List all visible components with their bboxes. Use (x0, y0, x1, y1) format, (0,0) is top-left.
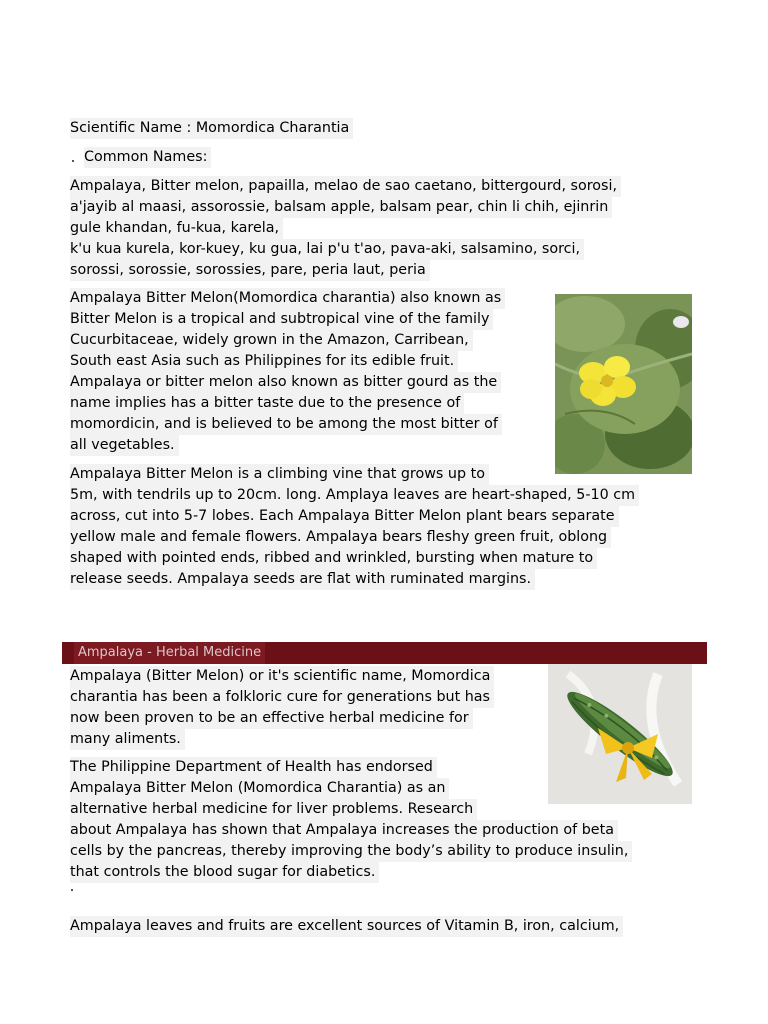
text-line: The Philippine Department of Health has endorsed (70, 757, 437, 778)
common-names-label: Common Names: (84, 147, 211, 168)
text-line: Ampalaya or bitter melon also known as bitter gourd as the (70, 372, 501, 393)
text-line: Ampalaya Bitter Melon (Momordica Charantia) as an (70, 778, 449, 799)
text-line: Ampalaya leaves and fruits are excellent sources of Vitamin B, iron, calcium, (70, 916, 623, 937)
section-heading-what-is-ampalaya: What is Ampalaya (70, 88, 210, 110)
text-line: all vegetables. (70, 435, 179, 456)
text-line: Ampalaya (Bitter Melon) or it's scientific name, Momordica (70, 666, 494, 687)
text-line: cells by the pancreas, thereby improving the body’s ability to produce insulin, (70, 841, 632, 862)
common-names-line: sorossi, sorossie, sorossies, pare, peria laut, peria (70, 260, 430, 281)
yellow-flower-photo (555, 294, 692, 474)
common-names-list (70, 176, 621, 281)
text-line: release seeds. Ampalaya seeds are flat with ruminated margins. (70, 569, 535, 590)
bullet-dot (71, 889, 73, 891)
paragraph-doh-endorsement (70, 757, 632, 883)
text-line: yellow male and female flowers. Ampalaya bears fleshy green fruit, oblong (70, 527, 611, 548)
text-line: that controls the blood sugar for diabetics. (70, 862, 379, 883)
text-line: many aliments. (70, 729, 185, 750)
text-line: Ampalaya Bitter Melon is a climbing vine that grows up to (70, 464, 489, 485)
text-line: charantia has been a folkloric cure for generations but has (70, 687, 494, 708)
common-names-line: a'jayib al maasi, assorossie, balsam apple, balsam pear, chin li chih, ejinrin (70, 197, 612, 218)
text-line: alternative herbal medicine for liver problems. Research (70, 799, 477, 820)
text-line: across, cut into 5-7 lobes. Each Ampalaya Bitter Melon plant bears separate (70, 506, 619, 527)
text-line: 5m, with tendrils up to 20cm. long. Amplaya leaves are heart-shaped, 5-10 cm (70, 485, 639, 506)
common-names-line: gule khandan, fu-kua, karela, (70, 218, 283, 239)
paragraph-plant-description (70, 464, 639, 590)
paragraph-herbal-intro (70, 666, 494, 750)
text-line: Bitter Melon is a tropical and subtropical vine of the family (70, 309, 493, 330)
text-line: Ampalaya Bitter Melon(Momordica charantia) also known as (70, 288, 505, 309)
bullet-dot (72, 160, 74, 162)
section-banner-herbal-medicine (62, 642, 707, 664)
text-line: shaped with pointed ends, ribbed and wrinkled, bursting when mature to (70, 548, 597, 569)
paragraph-description (70, 288, 505, 456)
common-names-line: k'u kua kurela, kor-kuey, ku gua, lai p'u t'ao, pava-aki, salsamino, sorci, (70, 239, 584, 260)
common-names-line: Ampalaya, Bitter melon, papailla, melao de sao caetano, bittergourd, sorosi, (70, 176, 621, 197)
text-line: name implies has a bitter taste due to the presence of (70, 393, 464, 414)
text-line: Cucurbitaceae, widely grown in the Amazon, Carribean, (70, 330, 473, 351)
text-line: momordicin, and is believed to be among the most bitter of (70, 414, 502, 435)
text-line: South east Asia such as Philippines for its edible fruit. (70, 351, 458, 372)
text-line: about Ampalaya has shown that Ampalaya increases the production of beta (70, 820, 618, 841)
paragraph-nutrition (70, 916, 623, 937)
text-line: now been proven to be an effective herbal medicine for (70, 708, 473, 729)
scientific-name: Scientific Name : Momordica Charantia (70, 118, 353, 139)
section-heading-herbal-medicine: Ampalaya - Herbal Medicine (74, 642, 265, 664)
